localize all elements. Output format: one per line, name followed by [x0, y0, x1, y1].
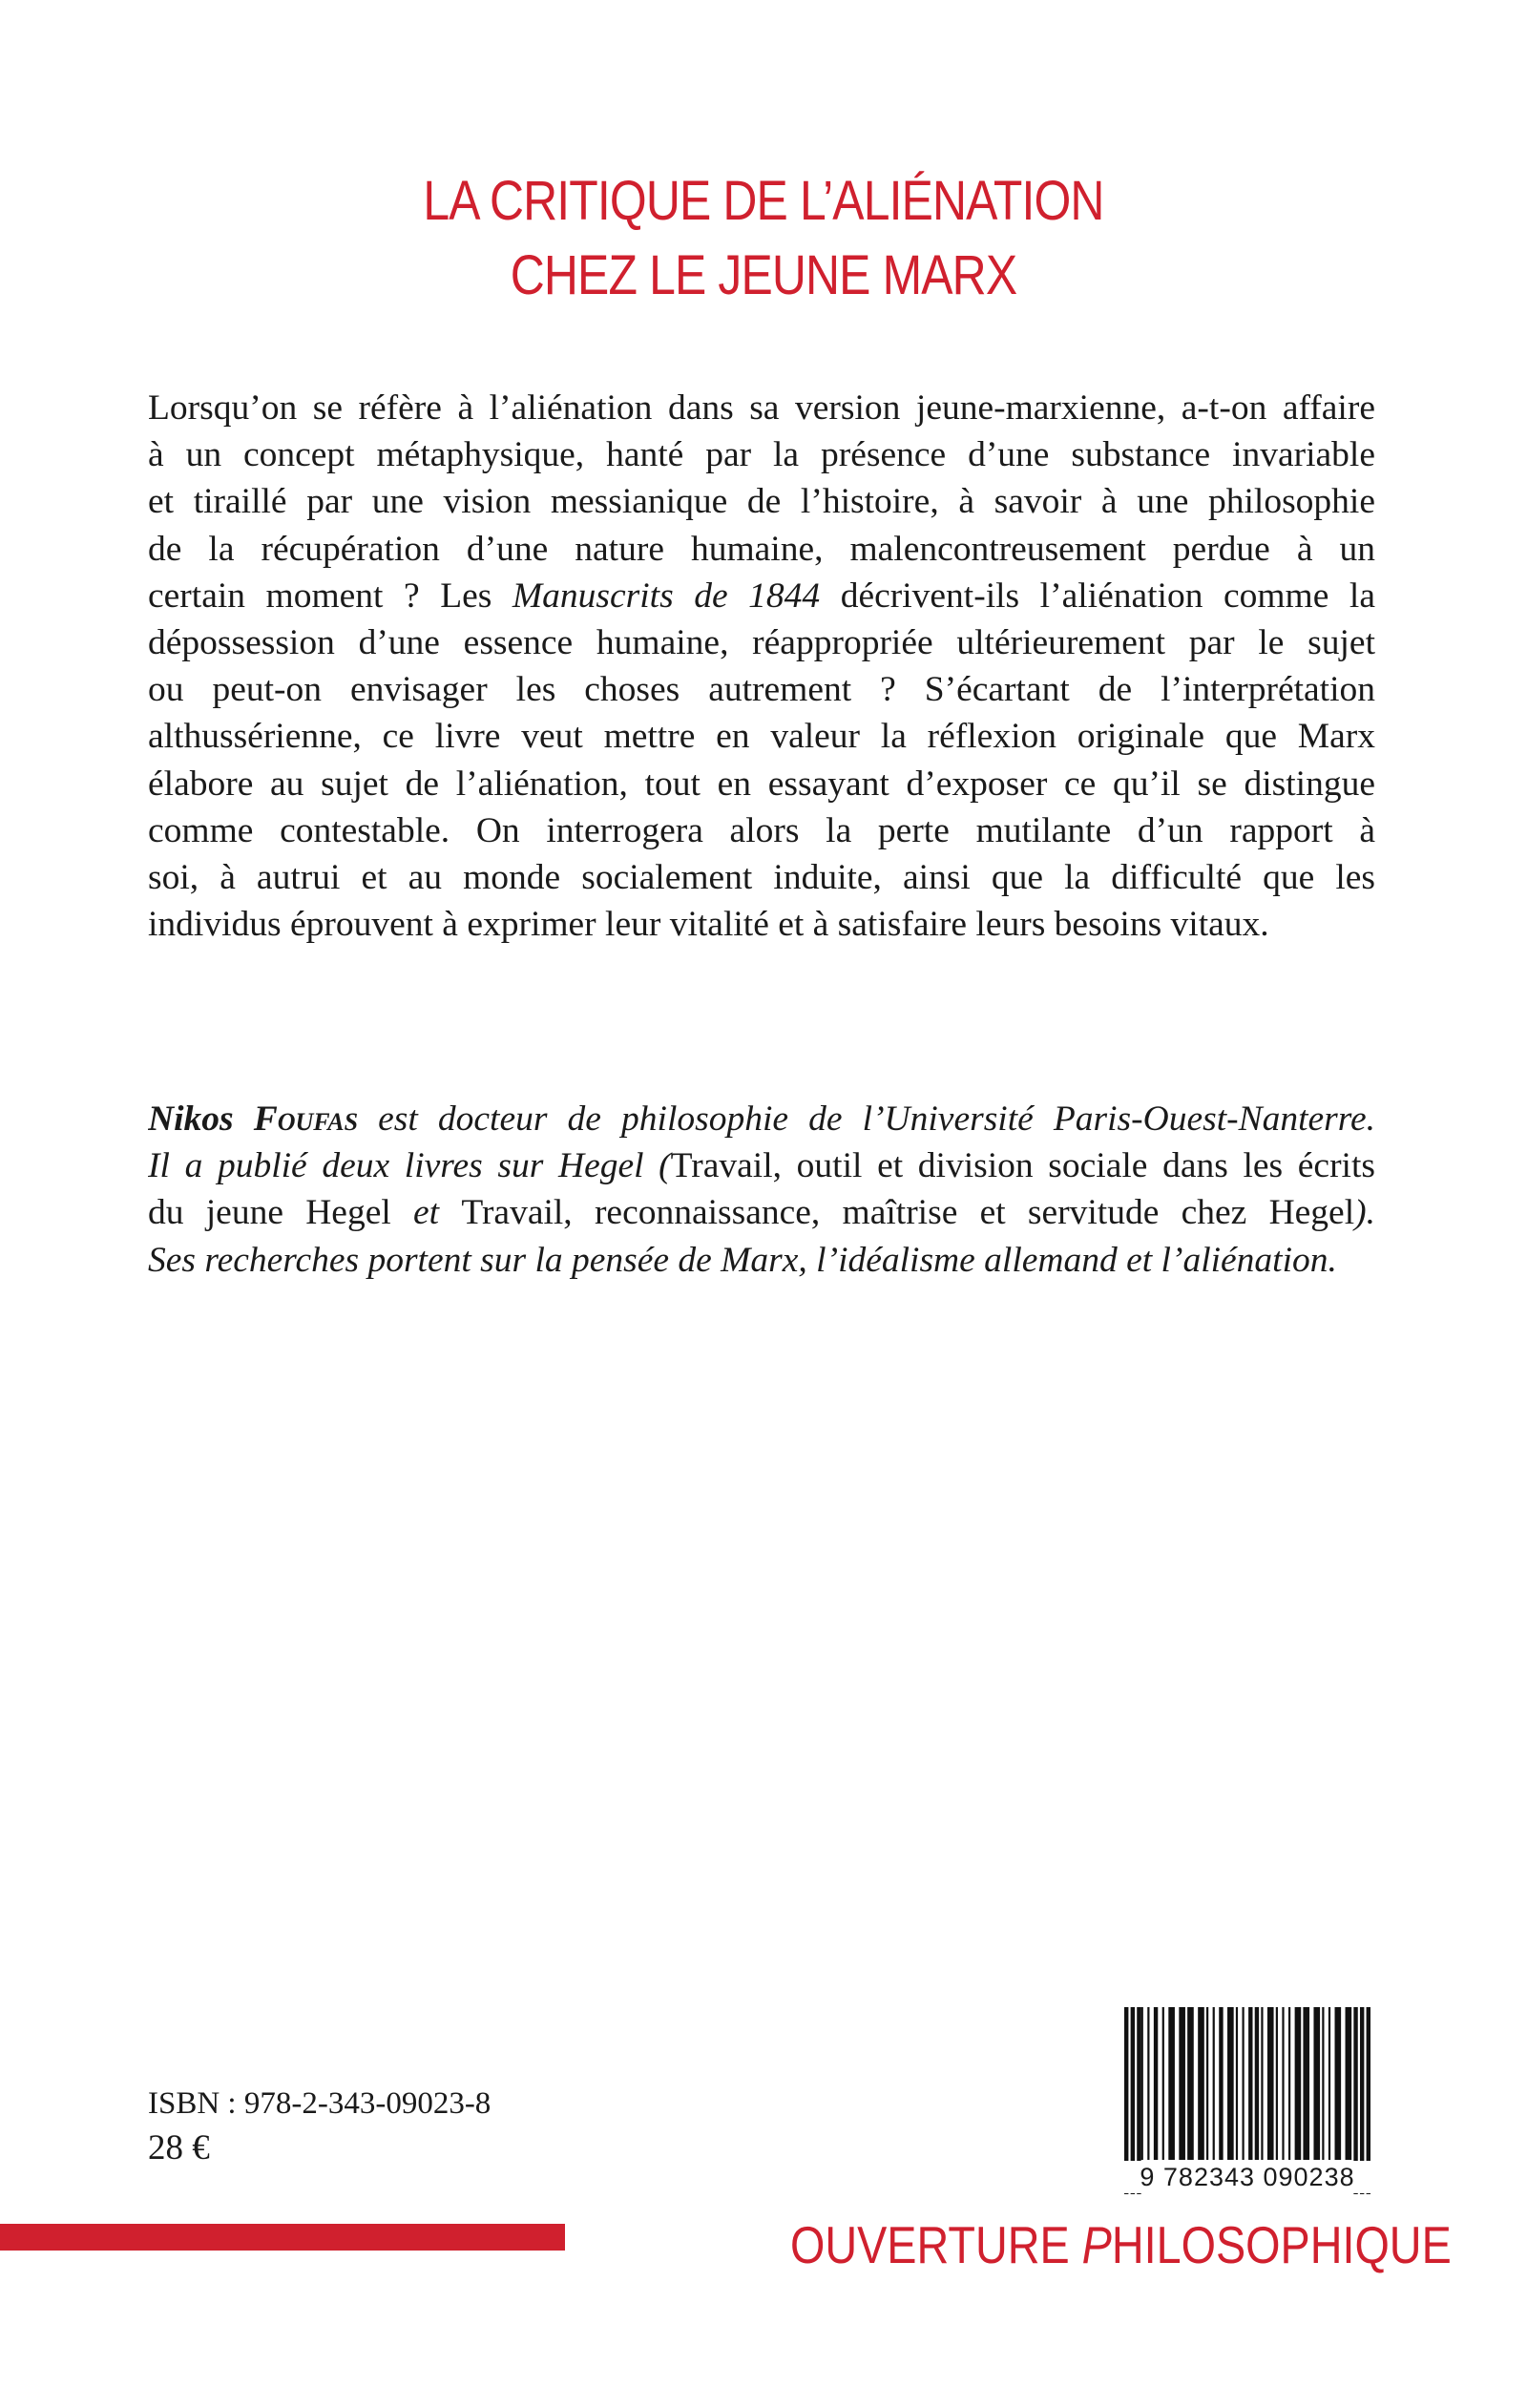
bio-line [148, 1142, 1375, 1189]
barcode-bar [1154, 2007, 1158, 2160]
summary-line: élabore au sujet de l’aliénation, tout en essayant d’exposer ce qu’il se distingue [148, 764, 1375, 804]
barcode-bar [1162, 2007, 1164, 2160]
barcode-bar [1179, 2007, 1185, 2160]
barcode-bar [1288, 2007, 1290, 2160]
summary-text-part: décrivent-ils l’aliénation comme la [820, 576, 1375, 616]
book-title-line-1: LA CRITIQUE DE L’ALIÉNATION [423, 170, 1104, 232]
series-name-part: OUVERTURE [790, 2215, 1082, 2274]
bio-text-part: et [390, 1193, 462, 1233]
barcode-bar [1213, 2007, 1215, 2160]
isbn: ISBN : 978-2-343-09023-8 [148, 2086, 492, 2121]
summary-line [148, 573, 1375, 619]
barcode-bar [1295, 2007, 1302, 2160]
barcode-number: 9 782343 090238 [1119, 2161, 1376, 2193]
summary-text-part: certain moment ? Les [148, 576, 512, 616]
author-bio [148, 1096, 1375, 1284]
summary-line: soi, à autrui et au monde socialement induite, ainsi que la difficulté que les [148, 857, 1375, 897]
manuscripts-title: Manuscrits de 1844 [512, 576, 821, 616]
barcode-bar [1219, 2007, 1223, 2160]
barcode-bar [1248, 2007, 1252, 2160]
summary-line: et tiraillé par une vision messianique de l’histoire, à savoir à une philosophie [148, 482, 1375, 522]
red-accent-bar [0, 2224, 565, 2251]
barcode-bar [1242, 2007, 1244, 2160]
barcode-bar [1147, 2007, 1149, 2160]
summary-line: althussérienne, ce livre veut mettre en valeur la réflexion originale que Marx [148, 717, 1375, 757]
barcode-bar [1267, 2007, 1274, 2160]
barcode-bar [1168, 2007, 1175, 2160]
barcode-bar [1141, 2007, 1143, 2160]
author-last-name: Foufas [253, 1099, 359, 1139]
summary-line: comme contestable. On interrogera alors la perte mutilante d’un rapport à [148, 810, 1375, 850]
summary-line: Lorsqu’on se réfère à l’aliénation dans sa version jeune-marxienne, a-t-on affaire [148, 388, 1375, 428]
barcode-bar [1206, 2007, 1208, 2160]
bio-line [148, 1096, 1375, 1142]
summary-line: ou peut-on envisager les choses autrement ? S’écartant de l’interprétation [148, 670, 1375, 710]
barcode-bar [1276, 2007, 1278, 2160]
barcode-bar [1303, 2007, 1309, 2160]
summary-line: de la récupération d’une nature humaine, malencontreusement perdue à un [148, 529, 1375, 569]
barcode-bar [1261, 2007, 1263, 2160]
series-name-part: HILOSOPHIQUE [1111, 2215, 1452, 2274]
summary-text [148, 385, 1375, 948]
price: 28 € [148, 2128, 210, 2167]
bio-line [148, 1189, 1375, 1236]
barcode-bar [1335, 2007, 1342, 2160]
author-first-name: Nikos [148, 1099, 254, 1139]
series-name-part: P [1081, 2215, 1112, 2274]
barcode-bar [1346, 2007, 1352, 2160]
bio-text-part: Il a publié deux livres sur Hegel ( [148, 1146, 671, 1186]
book-reference-2: Travail, reconnaissance, maîtrise et servitude chez Hegel [461, 1193, 1355, 1233]
summary-line: individus éprouvent à exprimer leur vitalité et à satisfaire leurs besoins vitaux. [148, 905, 1269, 945]
barcode-bar [1227, 2007, 1234, 2160]
barcode-bar [1236, 2007, 1238, 2160]
series-name [790, 2214, 1452, 2275]
barcode-bar [1322, 2007, 1324, 2160]
summary-line: à un concept métaphysique, hanté par la présence d’une substance invariable [148, 435, 1375, 475]
book-reference-1: Travail, outil et division sociale dans les écrits [670, 1146, 1375, 1186]
barcode-bar [1328, 2007, 1330, 2160]
barcode-bar [1255, 2007, 1259, 2160]
book-title [107, 164, 1420, 313]
bio-text-part: ). [1354, 1193, 1375, 1233]
barcode-bar [1313, 2007, 1320, 2160]
barcode-bar [1187, 2007, 1194, 2160]
bio-line: Ses recherches portent sur la pensée de Marx, l’idéalisme allemand et l’aliénation. [148, 1240, 1337, 1280]
book-title-line-2: CHEZ LE JEUNE MARX [510, 244, 1017, 306]
barcode-bar [1198, 2007, 1204, 2160]
summary-line: dépossession d’une essence humaine, réappropriée ultérieurement par le sujet [148, 622, 1375, 662]
barcode-bar [1282, 2007, 1284, 2160]
bio-text-part: est docteur de philosophie de l’Université Paris-Ouest-Nanterre. [358, 1099, 1375, 1139]
book-reference-1-end: du jeune Hegel [148, 1193, 391, 1233]
